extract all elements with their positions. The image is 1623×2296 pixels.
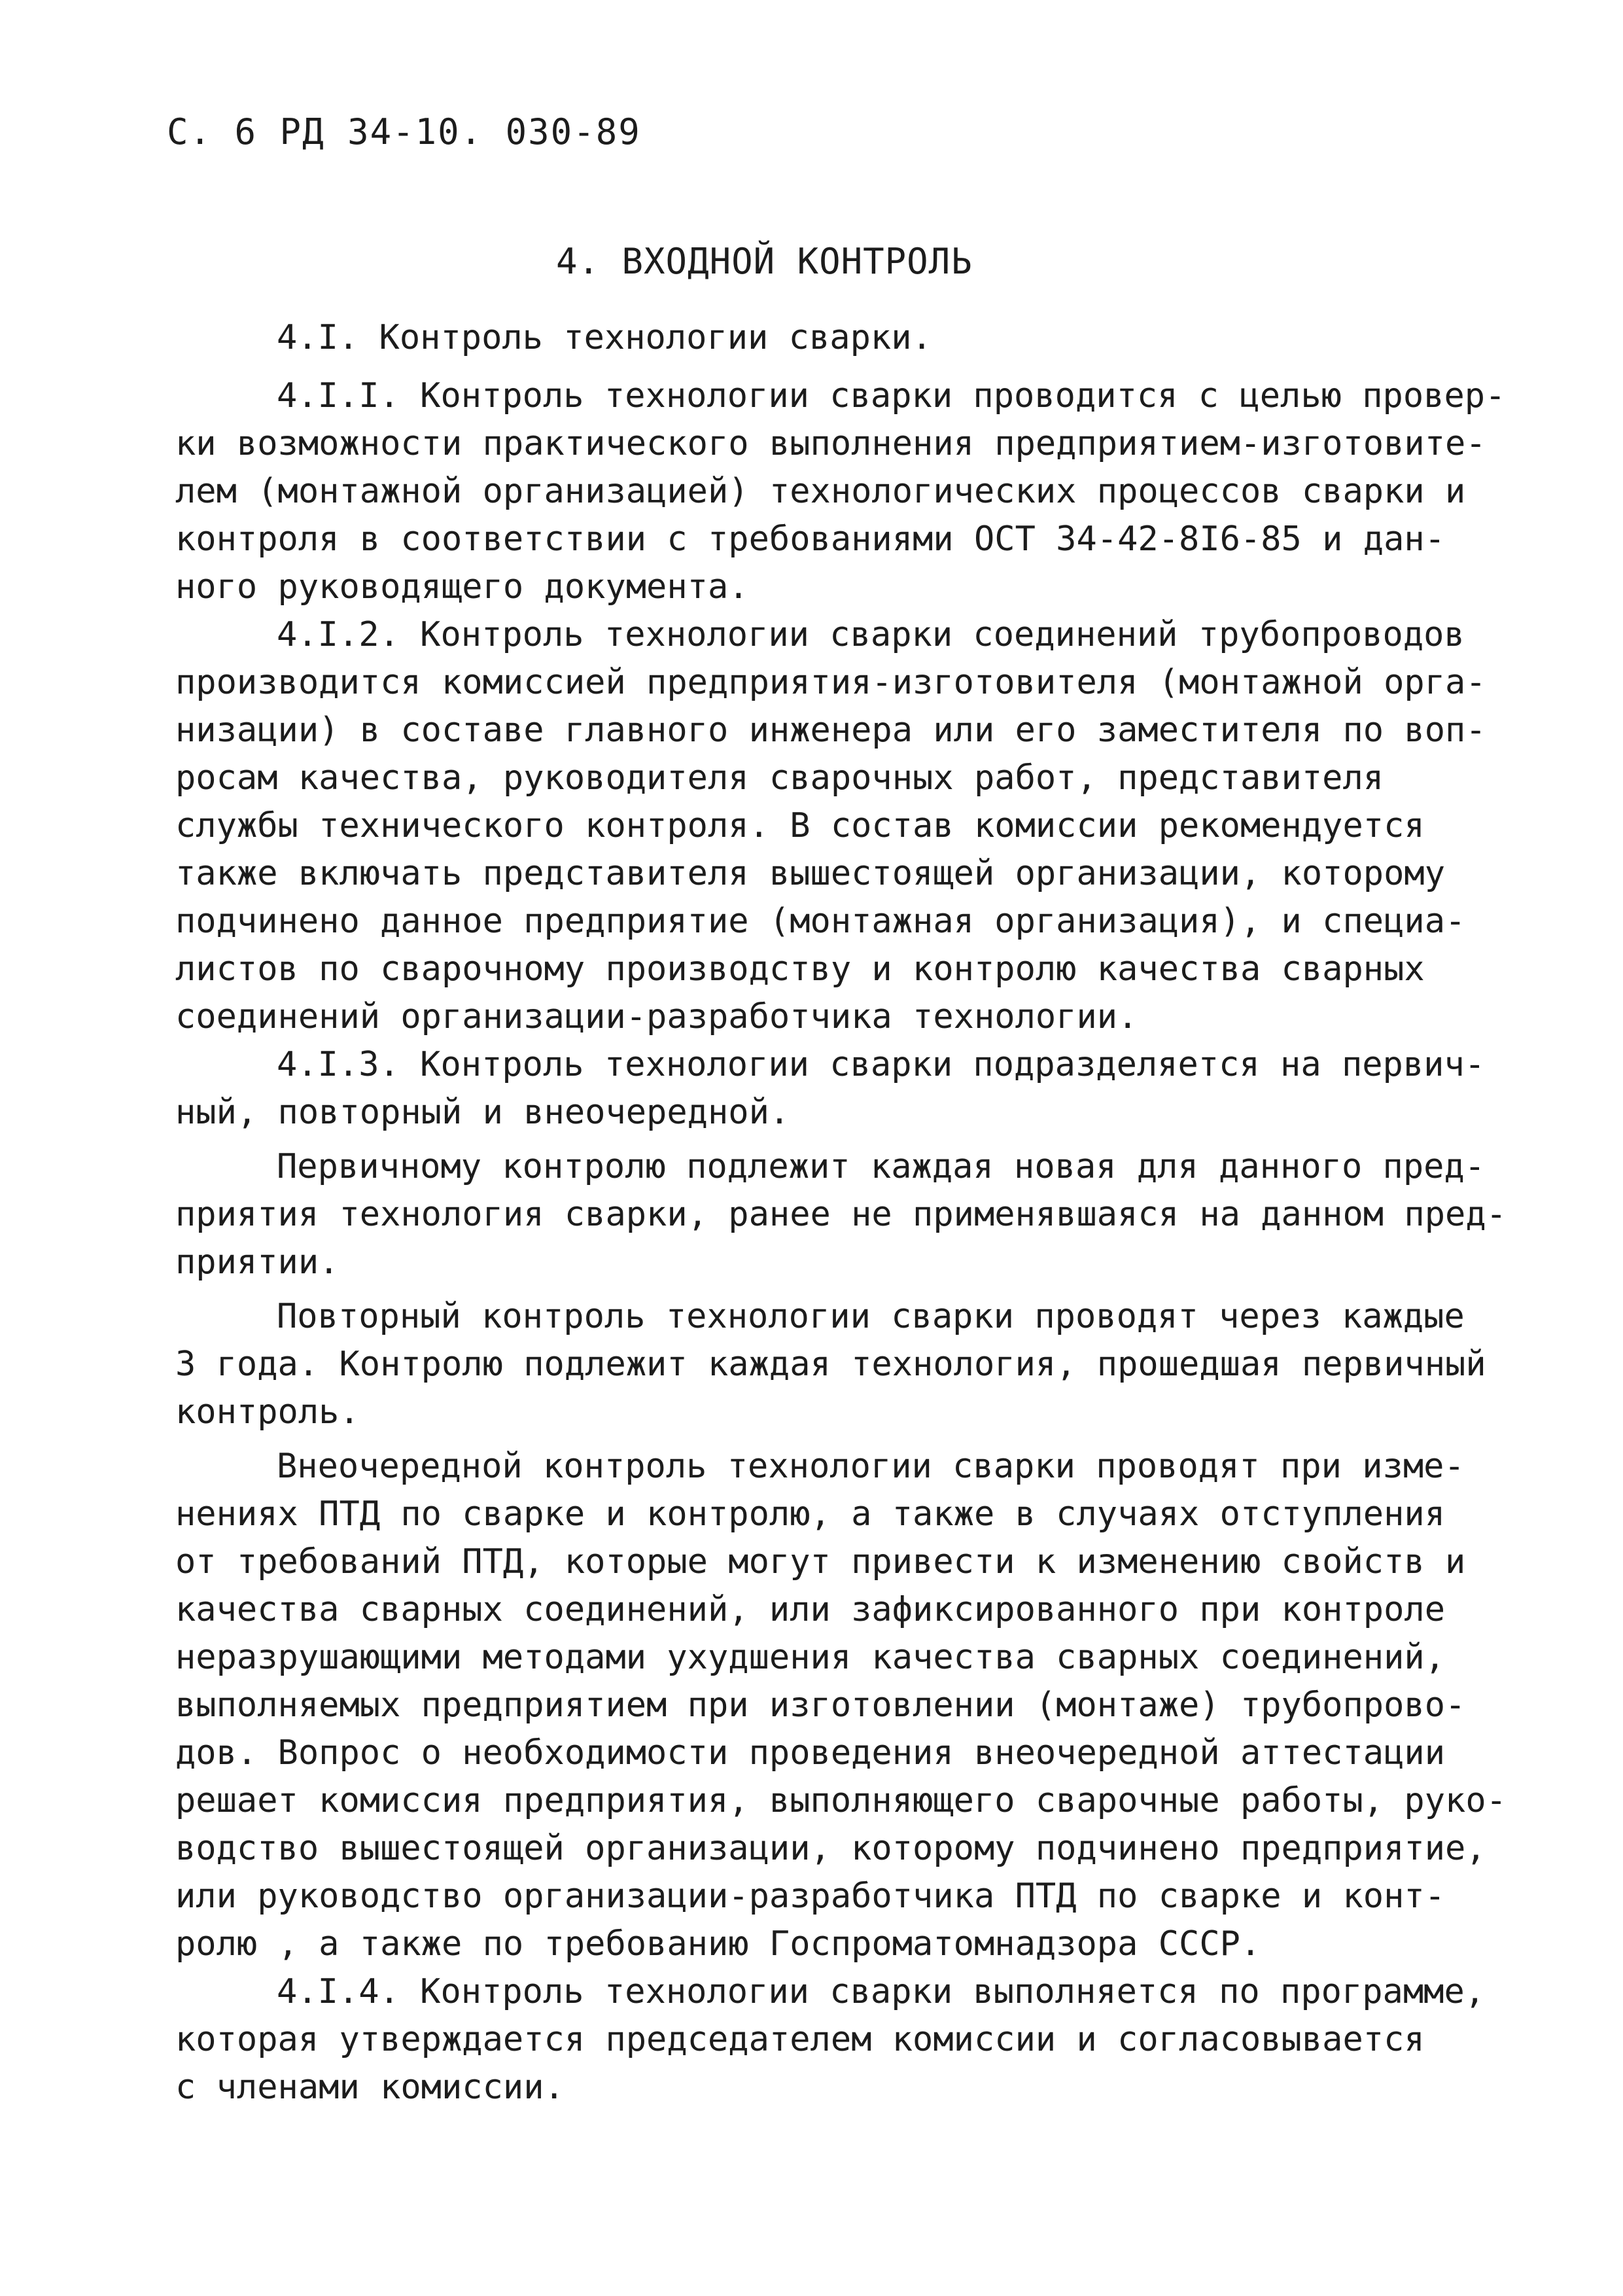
text-line: ного руководящего документа. (175, 567, 749, 607)
text-line: контроль. (175, 1392, 360, 1432)
text-line: водство вышестоящей организации, которому подчинено предприятие, (175, 1829, 1486, 1868)
text-line: 4.I.2. Контроль технологии сварки соединений трубопроводов (277, 615, 1465, 654)
text-line: от требований ПТД, которые могут привести к изменению свойств и (175, 1542, 1466, 1581)
text-line: росам качества, руководителя сварочных работ, представителя (175, 758, 1384, 798)
paragraph-4-1-1 (175, 372, 1506, 611)
text-line: или руководство организации-разработчика ПТД по сварке и конт- (175, 1877, 1446, 1916)
text-line: лем (монтажной организацией) технологических процессов сварки и (175, 472, 1466, 511)
paragraph-primary-control (175, 1143, 1507, 1286)
text-line: 3 года. Контролю подлежит каждая технология, прошедшая первичный (175, 1345, 1486, 1384)
text-line: низации) в составе главного инженера или его заместителя по воп- (175, 711, 1486, 750)
text-line: 4.I.4. Контроль технологии сварки выполняется по программе, (277, 1972, 1486, 2011)
text-line: Повторный контроль технологии сварки проводят через каждые (277, 1297, 1465, 1336)
text-line: дов. Вопрос о необходимости проведения внеочередной аттестации (175, 1733, 1446, 1773)
text-line: выполняемых предприятием при изготовлении (монтаже) трубопрово- (175, 1686, 1466, 1725)
text-line: контроля в соответствии с требованиями ОСТ 34-42-8I6-85 и дан- (175, 520, 1446, 559)
subsection-heading: 4.I. Контроль технологии сварки. (277, 318, 932, 357)
paragraph-extraordinary-control (175, 1443, 1507, 1968)
paragraph-4-1-3 (175, 1041, 1497, 1137)
text-line: качества сварных соединений, или зафиксированного при контроле (175, 1590, 1446, 1629)
text-line: ный, повторный и внеочередной. (175, 1093, 790, 1132)
text-line: с членами комиссии. (175, 2068, 565, 2107)
paragraph-4-1-4 (175, 1968, 1497, 2111)
text-line: приятия технология сварки, ранее не применявшаяся на данном пред- (175, 1195, 1507, 1234)
text-line: приятии. (175, 1243, 340, 1282)
document-code-header: С. 6 РД 34-10. 030-89 (167, 111, 641, 152)
text-line: ролю , а также по требованию Госпроматомнадзора СССР. (175, 1924, 1261, 1964)
text-line: неразрушающими методами ухудшения качества сварных соединений, (175, 1638, 1446, 1677)
text-line: Внеочередной контроль технологии сварки проводят при изме- (277, 1447, 1465, 1486)
text-line: 4.I.I. Контроль технологии сварки проводится с целью провер- (277, 376, 1506, 415)
text-line: службы технического контроля. В состав комиссии рекомендуется (175, 806, 1425, 845)
text-line: подчинено данное предприятие (монтажная организация), и специа- (175, 902, 1466, 941)
text-line: решает комиссия предприятия, выполняющего сварочные работы, руко- (175, 1781, 1507, 1820)
text-line: листов по сварочному производству и контролю качества сварных (175, 949, 1425, 989)
text-line: производится комиссией предприятия-изготовителя (монтажной орга- (175, 663, 1486, 702)
text-line: 4.I.3. Контроль технологии сварки подразделяется на первич- (277, 1045, 1486, 1084)
text-line: ки возможности практического выполнения предприятием-изготовите- (175, 424, 1486, 463)
text-line: соединений организации-разработчика технологии. (175, 997, 1138, 1036)
text-line: также включать представителя вышестоящей организации, которому (175, 854, 1446, 893)
text-line: нениях ПТД по сварке и контролю, а также в случаях отступления (175, 1494, 1446, 1534)
text-line: которая утверждается председателем комиссии и согласовывается (175, 2020, 1425, 2059)
text-line: Первичному контролю подлежит каждая новая для данного пред- (277, 1147, 1486, 1186)
body-text (175, 314, 1507, 2111)
section-title: 4. ВХОДНОЙ КОНТРОЛЬ (556, 241, 973, 282)
paragraph-4-1-2 (175, 611, 1497, 1041)
paragraph-repeat-control (175, 1293, 1497, 1436)
